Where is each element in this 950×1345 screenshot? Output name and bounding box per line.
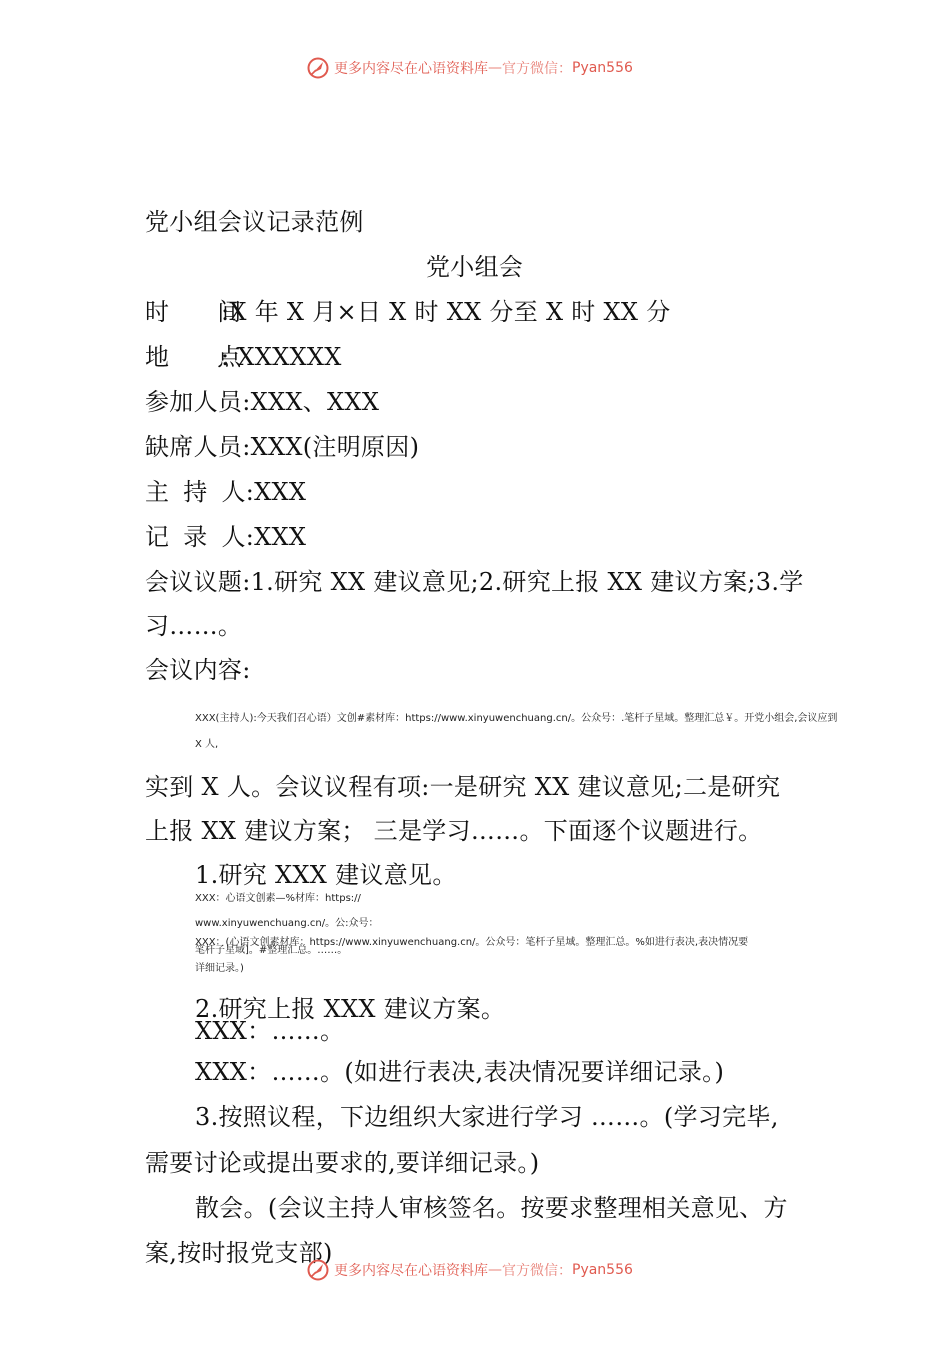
quill-circle-logo-icon [306, 1258, 330, 1282]
small-paragraph-1-line-2: X 人, [195, 739, 219, 750]
closing-line-2: 案,按时报党支部) [145, 1239, 333, 1267]
topics-line-2: 习……。 [145, 612, 243, 640]
watermark-bottom [306, 1258, 633, 1282]
watermark-text: 更多内容尽在心语资料库 [334, 1263, 488, 1279]
small-note-b-line-1: XXX：(心语文创素材库：https://www.xinyuwenchuang.cn/。公众号：笔杆子星域。整理汇总。%如进行表决,表决情况要 [195, 937, 749, 948]
watermark-middle: 官方微信： [502, 1263, 572, 1279]
place-row [145, 342, 342, 372]
watermark-wechat: Pyan556 [572, 1262, 633, 1278]
time-row [145, 297, 671, 327]
place-value: : XXXXXX [221, 343, 342, 371]
watermark-top [306, 56, 633, 80]
item-2-remark-a: XXX：……。 [195, 1017, 345, 1045]
item-2-remark-b: XXX：……。(如进行表决,表决情况要详细记录。) [195, 1058, 725, 1086]
watermark-text: 更多内容尽在心语资料库 [334, 61, 488, 77]
item-2-title: 2.研究上报 XXX 建议方案。 [195, 995, 506, 1023]
watermark-dash: — [488, 1262, 502, 1278]
place-label: 地 点 [145, 343, 242, 371]
small-note-a-line-1: XXX：心语文创素—%材库：https:// [195, 893, 361, 904]
recorder-label: 记 录 人 [145, 523, 246, 551]
host-row [145, 477, 306, 507]
time-value: :X 年 X 月×日 X 时 XX 分至 X 时 XX 分 [221, 298, 671, 326]
body-line-2: 上报 XX 建议方案； 三是学习……。下面逐个议题进行。 [145, 817, 763, 845]
recorder-row [145, 522, 306, 552]
item-3-line-2: 需要讨论或提出要求的,要详细记录。) [145, 1149, 540, 1177]
attendees-row: 参加人员:XXX、XXX [145, 388, 380, 416]
content-label: 会议内容: [145, 656, 251, 684]
host-value: :XXX [245, 478, 307, 506]
watermark-wechat: Pyan556 [572, 60, 633, 76]
watermark-middle: 官方微信： [502, 61, 572, 77]
small-note-a-line-3: 笔杆子星域]。#整理汇总。……。 [195, 945, 348, 956]
center-title: 党小组会 [426, 253, 524, 281]
small-note-a-line-2: www.xinyuwenchuang.cn/。公:众号： [195, 918, 379, 929]
recorder-value: :XXX [245, 523, 307, 551]
item-3-line-1: 3.按照议程，下边组织大家进行学习 ……。(学习完毕, [195, 1103, 779, 1131]
item-1-title: 1.研究 XXX 建议意见。 [195, 861, 457, 889]
body-line-1: 实到 X 人。会议议程有项:一是研究 XX 建议意见;二是研究 [145, 773, 781, 801]
small-note-b-line-2: 详细记录。) [195, 963, 244, 974]
topics-line-1: 会议议题:1.研究 XX 建议意见;2.研究上报 XX 建议方案;3.学 [145, 568, 804, 596]
small-paragraph-1-line-1: XXX(主持人):今天我们召心语）文创#素材库：https://www.xinyuwenchuang.cn/。公众号：.笔杆子星域。整理汇总￥。开党小组会,会议应到 [195, 713, 838, 724]
host-label: 主 持 人 [145, 478, 246, 506]
absent-row: 缺席人员:XXX(注明原因) [145, 433, 420, 461]
quill-circle-logo-icon [306, 56, 330, 80]
closing-line-1: 散会。(会议主持人审核签名。按要求整理相关意见、方 [195, 1194, 788, 1222]
time-label: 时 间 [145, 298, 242, 326]
document-heading: 党小组会议记录范例 [145, 208, 364, 236]
watermark-dash: — [488, 60, 502, 76]
